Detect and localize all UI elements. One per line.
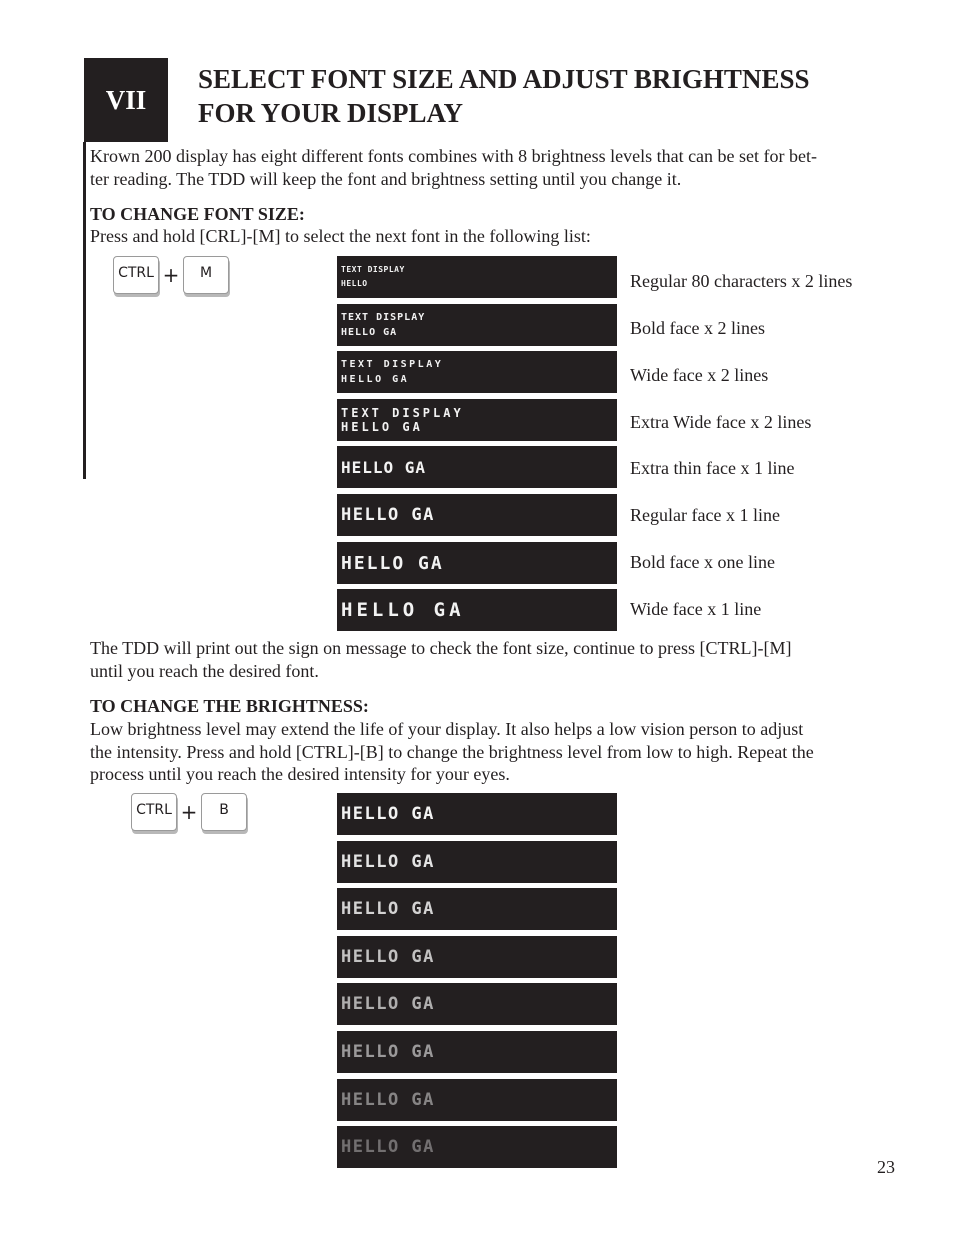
plus-sign: + [180, 800, 198, 824]
ctrl-key-icon: CTRL [113, 256, 159, 294]
font-sample-display [337, 399, 617, 441]
plus-sign: + [162, 263, 180, 287]
followup-line: The TDD will print out the sign on message to check the font size, continue to press [CTRL]-[M] [90, 638, 792, 658]
section-side-rule [83, 142, 86, 479]
ctrl-m-keycombo [113, 256, 229, 294]
page-title-line: FOR YOUR DISPLAY [198, 98, 464, 128]
font-sample-display [337, 256, 617, 298]
b-key-icon: B [201, 793, 247, 831]
brightness-line: process until you reach the desired intensity for your eyes. [90, 764, 510, 784]
font-sample-description: Wide face x 1 line [630, 599, 762, 619]
font-size-instruction: Press and hold [CRL]-[M] to select the next font in the following list: [90, 226, 591, 246]
lcd-line: TEXT DISPLAY [341, 359, 444, 370]
lcd-line: HELLO GA [341, 899, 435, 919]
lcd-line: HELLO GA [341, 947, 435, 967]
lcd-line: HELLO GA [341, 327, 398, 338]
lcd-line: HELLO GA [341, 852, 435, 872]
intro-line: Krown 200 display has eight different fonts combines with 8 brightness levels that can be set for bet- [90, 146, 818, 166]
brightness-sample-display [337, 1126, 617, 1168]
page-title-line: SELECT FONT SIZE AND ADJUST BRIGHTNESS [198, 64, 810, 94]
font-sample-description: Regular face x 1 line [630, 505, 780, 525]
lcd-line: TEXT DISPLAY [341, 312, 426, 323]
font-sample-display [337, 446, 617, 488]
font-sample-description: Extra thin face x 1 line [630, 458, 795, 478]
lcd-line: HELLO GA [341, 994, 435, 1014]
font-sample-display [337, 589, 617, 631]
font-sample-display [337, 351, 617, 393]
lcd-line: HELLO GA [341, 804, 435, 824]
lcd-line: HELLO GA [341, 1137, 435, 1157]
brightness-heading: TO CHANGE THE BRIGHTNESS: [90, 696, 369, 716]
lcd-line: HELLO GA [341, 374, 410, 385]
lcd-line: TEXT DISPLAY [341, 265, 405, 274]
lcd-line: HELLO [341, 279, 368, 288]
brightness-sample-display [337, 841, 617, 883]
brightness-line: the intensity. Press and hold [CTRL]-[B] to change the brightness level from low to high. Repeat the [90, 741, 814, 762]
intro-line: ter reading. The TDD will keep the font and brightness setting until you change it. [90, 168, 682, 189]
section-number-tab [84, 58, 168, 142]
font-size-heading: TO CHANGE FONT SIZE: [90, 204, 305, 224]
ctrl-b-keycombo [131, 793, 247, 831]
page-title [198, 62, 898, 130]
font-sample-description: Regular 80 characters x 2 lines [630, 271, 853, 291]
section-number: VII [105, 84, 147, 115]
page-number: 23 [877, 1157, 895, 1177]
brightness-sample-display [337, 1031, 617, 1073]
font-sample-description: Extra Wide face x 2 lines [630, 412, 812, 432]
brightness-sample-display [337, 793, 617, 835]
font-sample-description: Bold face x 2 lines [630, 318, 765, 338]
lcd-line: HELLO GA [341, 552, 444, 574]
brightness-line: Low brightness level may extend the life of your display. It also helps a low vision person to adjust [90, 719, 804, 739]
font-size-followup [90, 637, 885, 682]
brightness-sample-display [337, 888, 617, 930]
lcd-line: TEXT DISPLAY [341, 406, 464, 420]
intro-paragraph [90, 145, 885, 190]
font-sample-display [337, 542, 617, 584]
font-sample-display [337, 304, 617, 346]
font-sample-display [337, 494, 617, 536]
lcd-line: HELLO GA [341, 1090, 435, 1110]
followup-line: until you reach the desired font. [90, 660, 319, 681]
brightness-paragraph [90, 718, 885, 786]
lcd-line: HELLO GA [341, 457, 427, 477]
m-key-icon: M [183, 256, 229, 294]
lcd-line: HELLO GA [341, 505, 435, 525]
font-sample-description: Wide face x 2 lines [630, 365, 769, 385]
brightness-sample-display [337, 936, 617, 978]
brightness-sample-display [337, 983, 617, 1025]
brightness-sample-display [337, 1079, 617, 1121]
lcd-line: HELLO GA [341, 1042, 435, 1062]
lcd-line: HELLO GA [341, 599, 465, 621]
font-sample-description: Bold face x one line [630, 552, 775, 572]
ctrl-key-icon: CTRL [131, 793, 177, 831]
lcd-line: HELLO GA [341, 420, 423, 434]
